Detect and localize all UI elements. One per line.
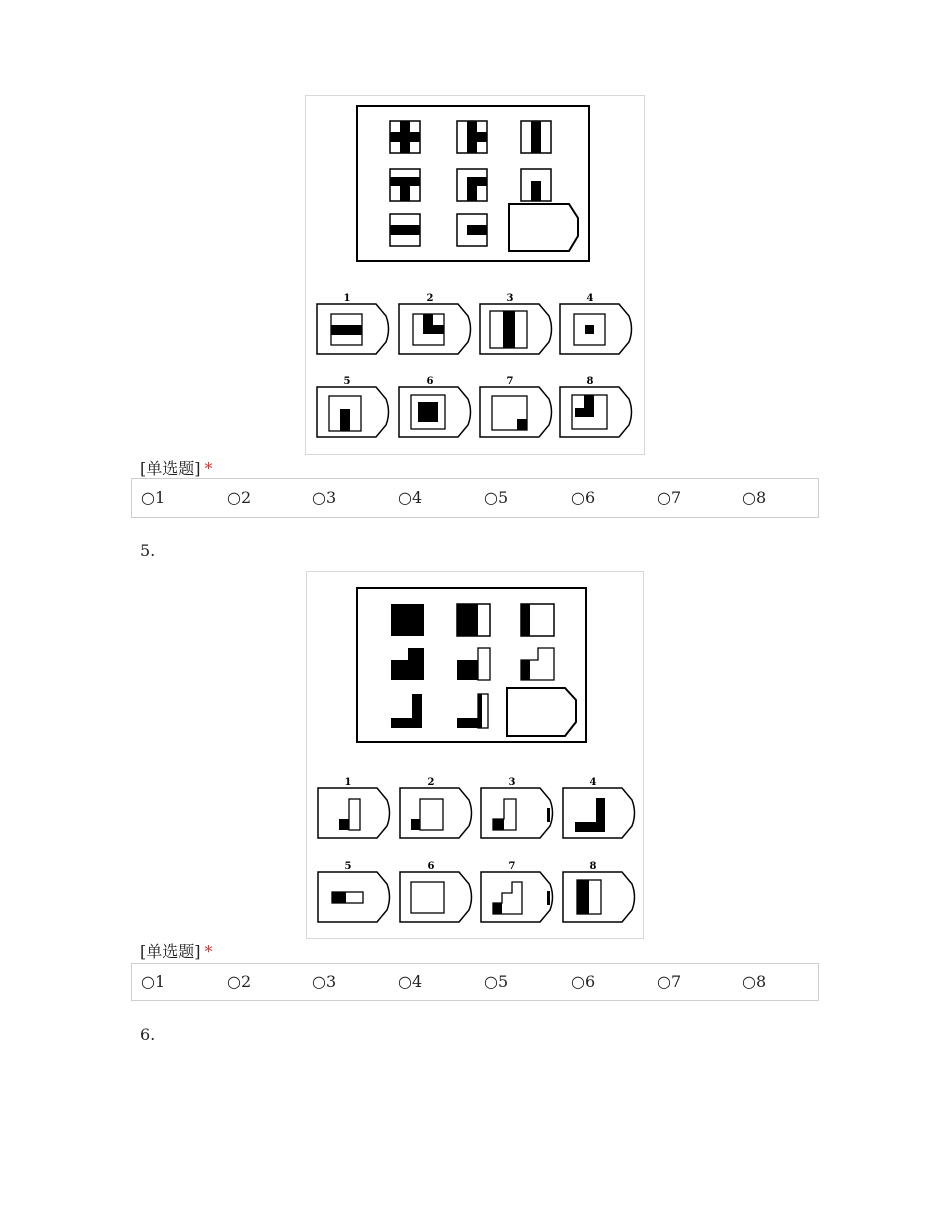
radio-option-2[interactable]: ○2 (227, 972, 252, 991)
answer-tile (399, 387, 471, 437)
radio-option-2[interactable]: ○2 (227, 488, 252, 507)
answer-tile (480, 387, 552, 437)
puzzle-cell (457, 694, 488, 728)
radio-option-1[interactable]: ○1 (141, 488, 166, 507)
answer-tile (400, 788, 472, 838)
answer-number-label: 1 (344, 777, 352, 788)
answer-tile (563, 788, 635, 838)
answer-tile (400, 872, 472, 922)
puzzle-cell (457, 121, 487, 153)
radio-option-3[interactable]: ○3 (312, 488, 337, 507)
puzzle-cell (457, 604, 490, 636)
answer-tile (563, 872, 635, 922)
puzzle-image-q5 (307, 572, 643, 938)
answer-number-label: 4 (586, 293, 594, 304)
question-5-figure (306, 571, 644, 939)
radio-option-8[interactable]: ○8 (742, 972, 767, 991)
answer-tile (399, 304, 471, 354)
missing-cell-slot (509, 204, 578, 251)
puzzle-cell (521, 169, 551, 201)
radio-option-1[interactable]: ○1 (141, 972, 166, 991)
answer-options-q5 (131, 963, 819, 1001)
radio-option-8[interactable]: ○8 (742, 488, 767, 507)
puzzle-cell (391, 604, 424, 636)
question-4-figure (305, 95, 645, 455)
puzzle-cell (457, 648, 490, 680)
puzzle-cell (391, 694, 422, 728)
answer-tile (481, 788, 553, 838)
answer-number-label: 8 (586, 376, 594, 387)
answer-tile (560, 387, 632, 437)
answer-tile (317, 387, 389, 437)
missing-cell-slot (507, 688, 576, 736)
radio-option-7[interactable]: ○7 (657, 972, 682, 991)
puzzle-cell (521, 121, 551, 153)
required-asterisk: * (204, 459, 213, 478)
answer-number-label: 5 (344, 861, 352, 872)
answer-tile (318, 872, 390, 922)
answer-tile (481, 872, 553, 922)
answer-tile (317, 304, 389, 354)
answer-number-label: 8 (589, 861, 597, 872)
puzzle-cell (521, 648, 554, 680)
radio-option-5[interactable]: ○5 (484, 488, 509, 507)
puzzle-cell (457, 214, 487, 246)
answer-number-label: 6 (427, 861, 435, 872)
answer-number-label: 3 (508, 777, 516, 788)
answer-tile (560, 304, 632, 354)
answer-number-label: 2 (426, 293, 434, 304)
radio-option-6[interactable]: ○6 (571, 488, 596, 507)
answer-tile (480, 304, 552, 354)
question-number: 6. (140, 1025, 156, 1044)
answer-number-label: 3 (506, 293, 514, 304)
question-number: 5. (140, 541, 156, 560)
answer-number-label: 4 (589, 777, 597, 788)
answer-options-q4 (131, 478, 819, 518)
answer-number-label: 7 (506, 376, 514, 387)
answer-number-label: 2 (427, 777, 435, 788)
answer-number-label: 5 (343, 376, 351, 387)
required-asterisk: * (204, 942, 213, 961)
radio-option-6[interactable]: ○6 (571, 972, 596, 991)
radio-option-4[interactable]: ○4 (398, 972, 423, 991)
puzzle-cell (521, 604, 554, 636)
radio-option-3[interactable]: ○3 (312, 972, 337, 991)
puzzle-image-q4 (306, 96, 644, 454)
answer-tile (318, 788, 390, 838)
radio-option-5[interactable]: ○5 (484, 972, 509, 991)
question-type-text: [单选题] (140, 459, 201, 478)
question-type-label (140, 939, 213, 962)
puzzle-cell (390, 169, 420, 201)
puzzle-cell (457, 169, 487, 201)
question-type-label (140, 456, 213, 479)
answer-number-label: 1 (343, 293, 351, 304)
radio-option-4[interactable]: ○4 (398, 488, 423, 507)
answer-number-label: 7 (508, 861, 516, 872)
puzzle-cell (391, 648, 424, 680)
question-type-text: [单选题] (140, 942, 201, 961)
puzzle-cell (390, 121, 420, 153)
answer-number-label: 6 (426, 376, 434, 387)
radio-option-7[interactable]: ○7 (657, 488, 682, 507)
puzzle-cell (390, 214, 420, 246)
